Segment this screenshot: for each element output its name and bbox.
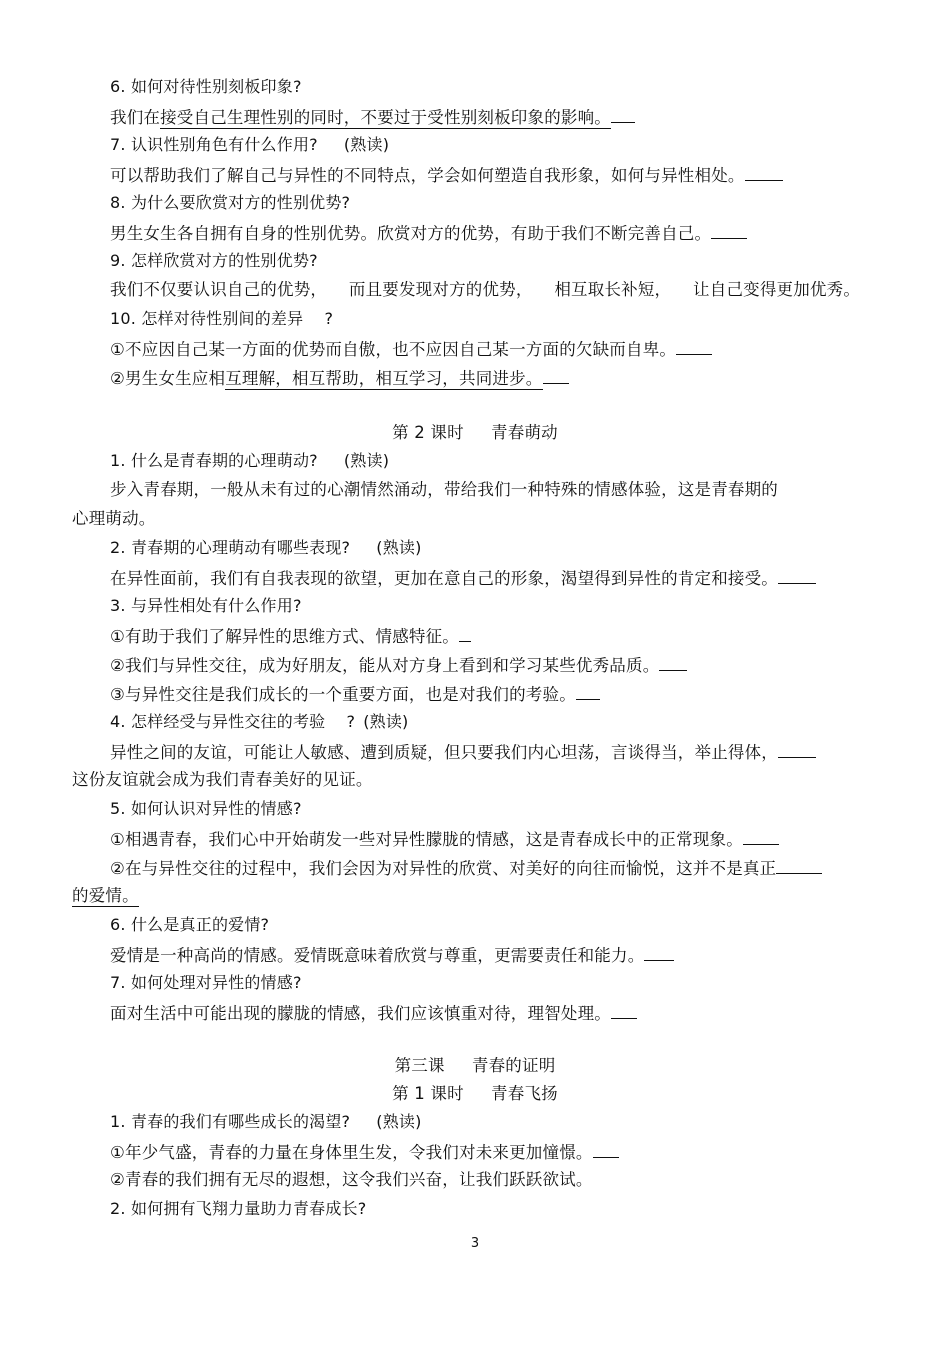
answer-prefix: ②男生女生应相 [110,369,226,388]
answer-text: 在异性面前，我们有自我表现的欲望，更加在意自己的形象，渴望得到异性的肯定和接受。 [110,569,778,588]
question-8 [110,192,350,214]
answer-text: 面对生活中可能出现的朦胧的情感，我们应该慎重对待，理智处理。 [110,1004,611,1023]
answer-text: ①年少气盛，青春的力量在身体里生发，令我们对未来更加憧憬。 [110,1143,593,1162]
question-2-5 [110,798,302,820]
question-text: 1. 青春的我们有哪些成长的渴望? [110,1112,351,1131]
answer-2-5-1 [110,827,779,851]
question-text: 10. 怎样对待性别间的差异 ? [110,309,334,328]
question-text: 5. 如何认识对异性的情感? [110,799,302,818]
answer-2-4 [110,740,816,764]
blank-line [776,856,822,874]
question-2-1 [110,450,389,472]
answer-text: ①相遇青春，我们心中开始萌发一些对异性朦胧的情感，这是青春成长中的正常现象。 [110,830,743,849]
question-text: 6. 如何对待性别刻板印象? [110,77,302,96]
answer-2-1 [110,479,778,501]
question-9 [110,250,318,272]
underlined-answer: 接受自己生理性别的同时，不要过于受性别刻板印象的影响。 [160,108,612,127]
answer-prefix: 我们在 [110,108,161,127]
question-text: 2. 如何拥有飞翔力量助力青春成长? [110,1199,367,1218]
blank-line [576,682,600,700]
question-2-2 [110,537,422,559]
question-3-2 [110,1198,366,1220]
answer-text: ③与异性交往是我们成长的一个重要方面，也是对我们的考验。 [110,685,576,704]
blank-line [778,740,816,758]
underlined-answer: 互理解，相互帮助，相互学习，共同进步。 [225,369,543,388]
heading-text: 第 2 课时 青春萌动 [392,423,558,442]
blank-line [611,105,635,123]
answer-7 [110,163,783,187]
question-6 [110,76,302,98]
answer-text: 步入青春期，一般从未有过的心潮情然涌动，带给我们一种特殊的情感体验，这是青春期的 [110,480,778,499]
heading-text: 第三课 青春的证明 [394,1056,556,1075]
answer-2-1-cont [72,508,156,530]
blank-line [745,163,783,181]
blank-line [611,1001,637,1019]
answer-text: 这份友谊就会成为我们青春美好的见证。 [72,770,373,789]
answer-text: ②青春的我们拥有无尽的遐想，这令我们兴奋，让我们跃跃欲试。 [110,1170,593,1189]
answer-3-1-2 [110,1169,593,1191]
answer-text: ②在与异性交往的过程中，我们会因为对异性的欣赏、对美好的向往而愉悦，这并不是真正 [110,859,777,878]
question-2-3 [110,595,302,617]
memorize-note: (熟读) [343,135,390,154]
section-heading-period-1 [0,1083,950,1105]
blank-line [676,337,712,355]
question-3-1 [110,1111,422,1133]
answer-text: ①有助于我们了解异性的思维方式、情感特征。 [110,627,459,646]
question-text: 7. 如何处理对异性的情感? [110,973,302,992]
question-text: 4. 怎样经受与异性交往的考验 ? [110,712,356,731]
answer-2-7 [110,1001,637,1025]
section-heading-lesson-2 [0,422,950,444]
answer-9 [110,279,860,301]
answer-6 [110,105,635,129]
answer-text: 心理萌动。 [72,509,156,528]
question-10 [110,308,333,330]
blank-line [593,1140,619,1158]
answer-text: 爱情是一种高尚的情感。爱情既意味着欣赏与尊重，更需要责任和能力。 [110,946,645,965]
answer-text: ②我们与异性交往，成为好朋友，能从对方身上看到和学习某些优秀品质。 [110,656,660,675]
question-text: 1. 什么是青春期的心理萌动? [110,451,318,470]
question-2-6 [110,914,269,936]
question-text: 8. 为什么要欣赏对方的性别优势? [110,193,351,212]
memorize-note: (熟读) [376,538,422,557]
answer-2-4-cont [72,769,373,791]
answer-2-5-2-cont [72,885,139,907]
section-heading-lesson-3 [0,1055,950,1077]
answer-2-5-2 [110,856,822,880]
answer-10-2 [110,366,569,390]
memorize-note: (熟读) [376,1112,422,1131]
question-text: 6. 什么是真正的爱情? [110,915,270,934]
answer-text: 男生女生各自拥有自身的性别优势。欣赏对方的优势，有助于我们不断完善自己。 [110,224,712,243]
blank-line [543,366,569,384]
answer-text: 异性之间的友谊，可能让人敏感、遭到质疑，但只要我们内心坦荡，言谈得当，举止得体， [110,743,778,762]
page-number: 3 [470,1236,480,1251]
blank-line [459,624,471,642]
question-7 [110,134,389,156]
question-text: 2. 青春期的心理萌动有哪些表现? [110,538,351,557]
question-text: 3. 与异性相处有什么作用? [110,596,302,615]
answer-8 [110,221,747,245]
answer-2-2 [110,566,816,590]
heading-text: 第 1 课时 青春飞扬 [392,1084,558,1103]
underlined-answer: 的爱情。 [72,886,139,905]
answer-2-3-2 [110,653,687,677]
answer-10-1 [110,337,712,361]
memorize-note: (熟读) [363,712,409,731]
question-text: 7. 认识性别角色有什么作用? [110,135,318,154]
answer-2-6 [110,943,674,967]
question-2-7 [110,972,302,994]
answer-text: ①不应因自己某一方面的优势而自傲，也不应因自己某一方面的欠缺而自卑。 [110,340,677,359]
answer-2-3-1 [110,624,471,648]
blank-line [659,653,687,671]
answer-text: 我们不仅要认识自己的优势， 而且要发现对方的优势， 相互取长补短， 让自己变得更加优秀。 [110,280,861,299]
answer-text: 可以帮助我们了解自己与异性的不同特点，学会如何塑造自我形象，如何与异性相处。 [110,166,745,185]
blank-line [743,827,779,845]
question-text: 9. 怎样欣赏对方的性别优势? [110,251,318,270]
blank-line [711,221,747,239]
answer-2-3-3 [110,682,600,706]
answer-3-1-1 [110,1140,619,1164]
blank-line [778,566,816,584]
blank-line [644,943,674,961]
memorize-note: (熟读) [343,451,390,470]
question-2-4 [110,711,409,733]
